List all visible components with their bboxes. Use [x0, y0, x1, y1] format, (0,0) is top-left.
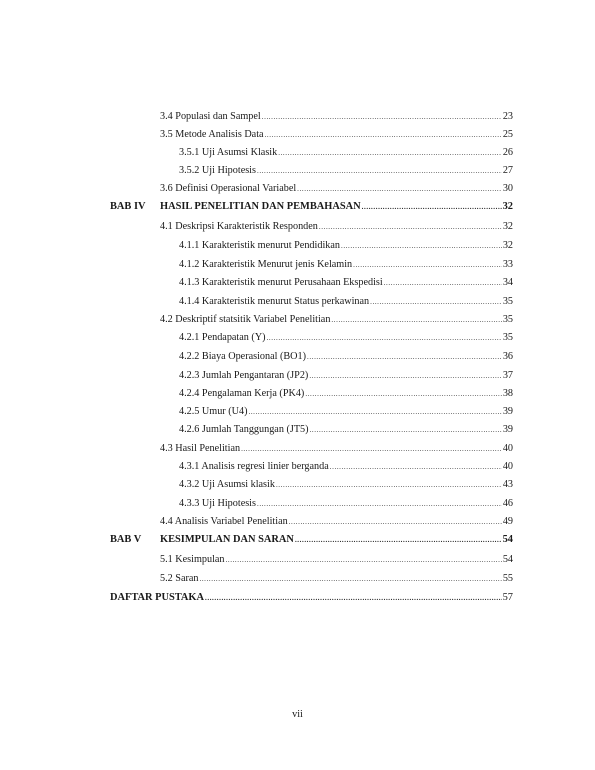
toc-entry-page: 32 [502, 201, 513, 212]
toc-entry-title: 4.3 Hasil Penelitian [160, 443, 241, 454]
toc-entry-title: 4.2.3 Jumlah Pengantaran (JP2) [179, 370, 309, 381]
toc-entry[interactable] [160, 313, 513, 327]
dot-leader [265, 128, 502, 142]
dot-leader [205, 591, 502, 605]
page-number: vii [292, 709, 303, 720]
dot-leader [262, 110, 502, 124]
toc-entry[interactable] [160, 220, 513, 234]
toc-entry[interactable] [160, 553, 513, 567]
toc-entry[interactable] [179, 146, 513, 160]
toc-entry-page: 35 [502, 314, 513, 325]
toc-entry[interactable] [160, 182, 513, 196]
toc-entry[interactable] [179, 405, 513, 419]
dot-leader [267, 331, 502, 345]
dot-leader [241, 442, 502, 456]
toc-entry-title: 4.2.1 Pendapatan (Y) [179, 332, 266, 343]
toc-entry-title: 4.2 Deskriptif statsitik Variabel Penelitian [160, 314, 331, 325]
toc-entry[interactable] [179, 497, 513, 511]
toc-entry-title: 4.3.1 Analisis regresi linier berganda [179, 461, 329, 472]
toc-entry-page: 34 [502, 277, 513, 288]
toc-entry-title: KESIMPULAN DAN SARAN [160, 534, 294, 545]
toc-entry-title: 4.2.6 Jumlah Tanggungan (JT5) [179, 424, 309, 435]
toc-entry-title: 3.5.2 Uji Hipotesis [179, 165, 256, 176]
toc-entry[interactable] [179, 423, 513, 437]
dot-leader [331, 313, 501, 327]
dot-leader [297, 182, 502, 196]
toc-chapter-entry[interactable] [160, 200, 513, 214]
toc-entry-title: DAFTAR PUSTAKA [110, 592, 204, 603]
toc-entry-page: 54 [502, 554, 513, 565]
dot-leader [199, 572, 501, 586]
dot-leader [226, 553, 502, 567]
toc-entry[interactable] [179, 460, 513, 474]
toc-entry-page: 27 [502, 165, 513, 176]
toc-entry-title: 3.5 Metode Analisis Data [160, 129, 264, 140]
dot-leader [353, 258, 502, 272]
toc-entry-page: 25 [502, 129, 513, 140]
toc-entry-page: 26 [502, 147, 513, 158]
dot-leader [289, 515, 502, 529]
toc-entry[interactable] [160, 442, 513, 456]
chapter-label: BAB IV [110, 201, 146, 212]
toc-entry-title: 4.1.4 Karakteristik menurut Status perkawinan [179, 296, 370, 307]
toc-entry[interactable] [179, 478, 513, 492]
toc-entry-title: HASIL PENELITIAN DAN PEMBAHASAN [160, 201, 361, 212]
dot-leader [384, 276, 502, 290]
toc-entry-page: 39 [502, 406, 513, 417]
dot-leader [362, 200, 502, 214]
toc-entry-title: 4.1.1 Karakteristik menurut Pendidikan [179, 240, 340, 251]
toc-entry[interactable] [179, 350, 513, 364]
toc-entry-title: 3.6 Definisi Operasional Variabel [160, 183, 297, 194]
toc-chapter-entry[interactable] [110, 591, 513, 605]
dot-leader [319, 220, 502, 234]
toc-entry-page: 49 [502, 516, 513, 527]
toc-entry[interactable] [160, 110, 513, 124]
toc-entry[interactable] [160, 572, 513, 586]
toc-entry-page: 54 [502, 534, 513, 545]
toc-entry-page: 57 [502, 592, 513, 603]
toc-entry-page: 39 [502, 424, 513, 435]
toc-entry-page: 32 [502, 240, 513, 251]
toc-entry-page: 40 [502, 443, 513, 454]
toc-entry[interactable] [179, 276, 513, 290]
toc-chapter-entry[interactable] [160, 533, 513, 547]
toc-entry-title: 3.4 Populasi dan Sampel [160, 111, 261, 122]
toc-entry-page: 32 [502, 221, 513, 232]
dot-leader [330, 460, 502, 474]
toc-entry-page: 43 [502, 479, 513, 490]
toc-entry[interactable] [179, 295, 513, 309]
toc-entry-title: 5.2 Saran [160, 573, 199, 584]
toc-entry-page: 38 [502, 388, 513, 399]
dot-leader [257, 497, 502, 511]
toc-entry-title: 4.2.5 Umur (U4) [179, 406, 248, 417]
dot-leader [295, 533, 502, 547]
toc-entry-page: 30 [502, 183, 513, 194]
toc-entry-page: 46 [502, 498, 513, 509]
toc-entry[interactable] [179, 369, 513, 383]
toc-entry-title: 4.1.3 Karakteristik menurut Perusahaan Ekspedisi [179, 277, 383, 288]
toc-entry-title: 4.4 Analisis Variabel Penelitian [160, 516, 288, 527]
dot-leader [305, 387, 501, 401]
toc-entry[interactable] [179, 164, 513, 178]
dot-leader [278, 146, 502, 160]
toc-entry-title: 4.2.2 Biaya Operasional (BO1) [179, 351, 307, 362]
toc-entry[interactable] [179, 239, 513, 253]
toc-entry-page: 35 [502, 296, 513, 307]
toc-entry-title: 5.1 Kesimpulan [160, 554, 225, 565]
toc-entry-page: 40 [502, 461, 513, 472]
toc-entry-title: 4.1 Deskripsi Karakteristik Responden [160, 221, 318, 232]
toc-entry[interactable] [179, 258, 513, 272]
dot-leader [248, 405, 501, 419]
toc-entry[interactable] [160, 515, 513, 529]
chapter-label: BAB V [110, 534, 142, 545]
toc-entry[interactable] [179, 387, 513, 401]
toc-entry-page: 35 [502, 332, 513, 343]
dot-leader [257, 164, 502, 178]
toc-entry-page: 33 [502, 259, 513, 270]
toc-entry-title: 4.2.4 Pengalaman Kerja (PK4) [179, 388, 305, 399]
toc-entry-page: 37 [502, 370, 513, 381]
dot-leader [370, 295, 502, 309]
toc-entry-page: 23 [502, 111, 513, 122]
toc-entry-title: 4.3.3 Uji Hipotesis [179, 498, 256, 509]
toc-entry[interactable] [160, 128, 513, 142]
toc-entry-title: 4.1.2 Karakteristik Menurut jenis Kelamin [179, 259, 353, 270]
dot-leader [310, 423, 502, 437]
dot-leader [307, 350, 502, 364]
dot-leader [341, 239, 502, 253]
toc-entry-title: 3.5.1 Uji Asumsi Klasik [179, 147, 278, 158]
toc-entry-page: 36 [502, 351, 513, 362]
toc-entry-title: 4.3.2 Uji Asumsi klasik [179, 479, 275, 490]
toc-entry[interactable] [179, 331, 513, 345]
dot-leader [309, 369, 502, 383]
dot-leader [276, 478, 502, 492]
toc-entry-page: 55 [502, 573, 513, 584]
